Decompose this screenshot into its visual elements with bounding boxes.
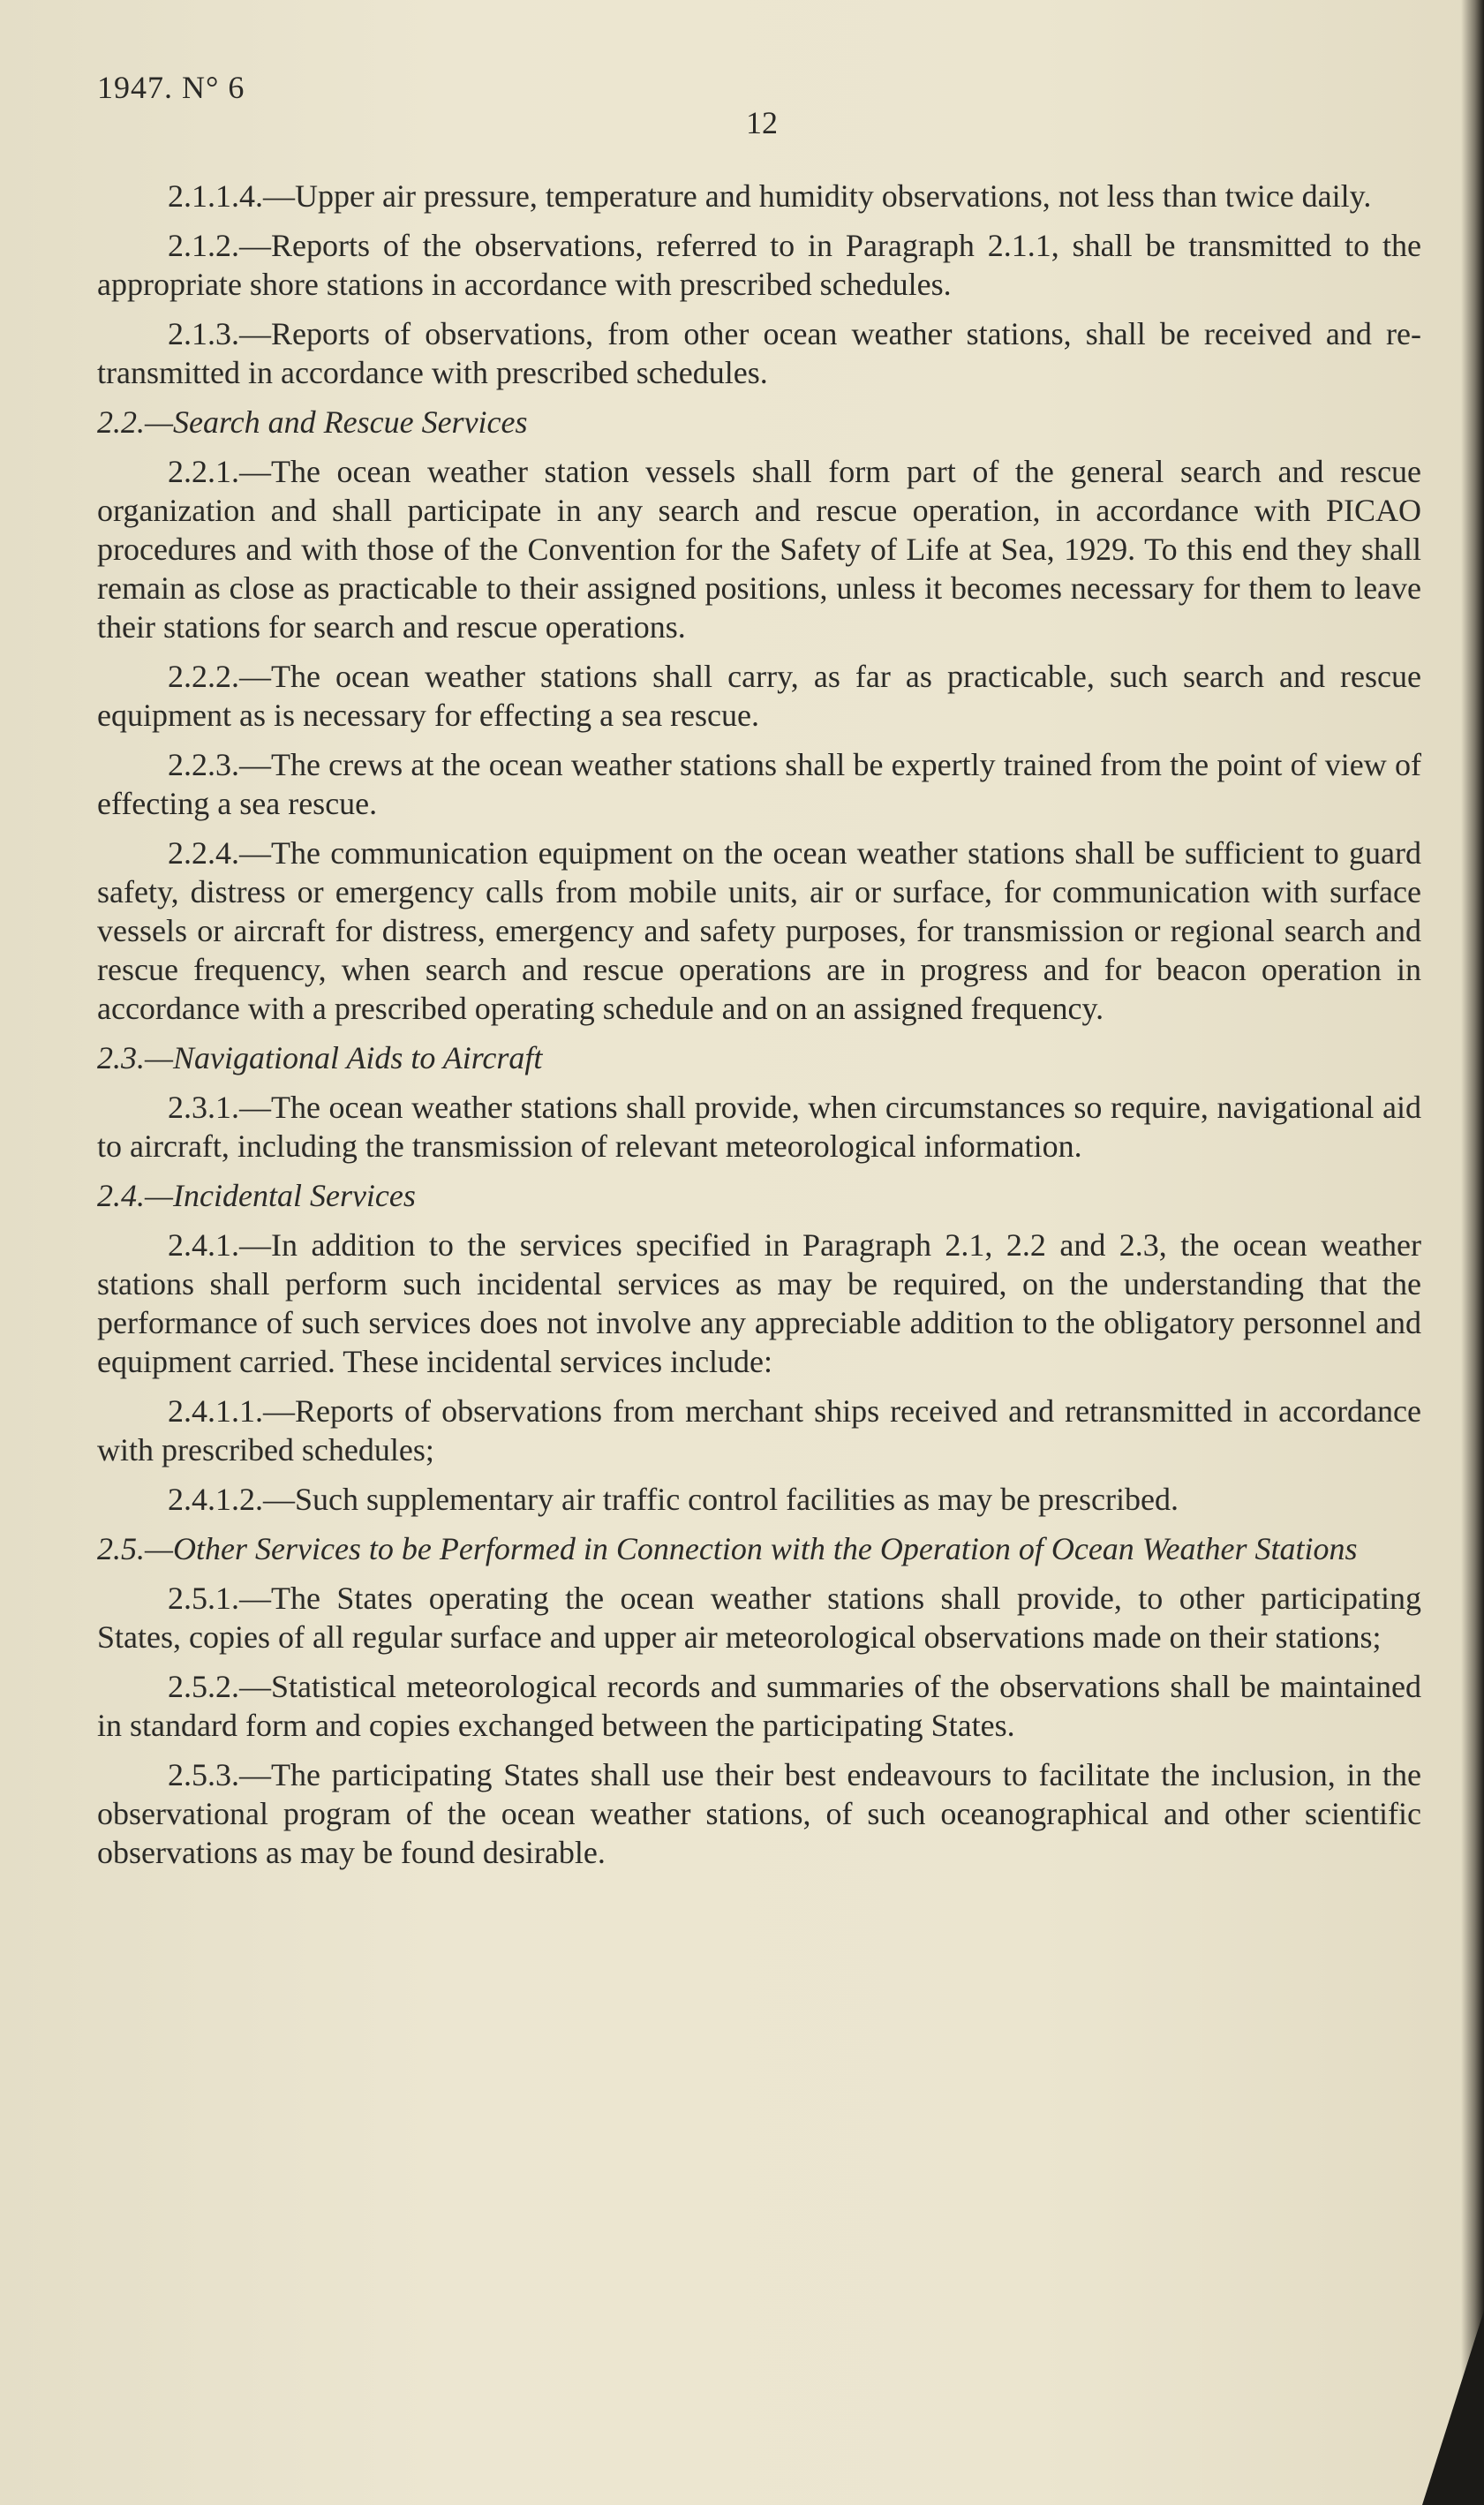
paragraph-2-5-2: 2.5.2.—Statistical meteorological records and summaries of the observations shall be maintained in standard form and copies exchanged between the participating States. (97, 1669, 1421, 1743)
paragraph-2-3-1: 2.3.1.—The ocean weather stations shall provide, when circumstances so require, navigational aid to aircraft, including the transmission of relevant meteorological information. (97, 1090, 1421, 1164)
section-heading-2-2: 2.2.—Search and Rescue Services (97, 404, 528, 440)
section-heading-2-5: 2.5.—Other Services to be Performed in Connection with the Operation of Ocean Weather Stations (97, 1531, 1358, 1566)
page-number: 12 (746, 105, 778, 140)
paragraph-2-2-3: 2.2.3.—The crews at the ocean weather stations shall be expertly trained from the point of view of effecting a sea rescue. (97, 747, 1421, 821)
paragraph-2-4-1-1: 2.4.1.1.—Reports of observations from merchant ships received and retransmitted in accordance with prescribed schedules; (97, 1393, 1421, 1468)
paragraph-2-2-4: 2.2.4.—The communication equipment on the ocean weather stations shall be sufficient to guard safety, distress or emergency calls from mobile units, air or surface, for communication with surface vessels or aircraft for distress, emergency and safety purposes, for transmission or regional search and rescue frequency, when search and rescue operations are in progress and for beacon operation in accordance with a prescribed operating schedule and on an assigned frequency. (97, 835, 1421, 1026)
paragraph-2-2-2: 2.2.2.—The ocean weather stations shall carry, as far as practicable, such search and rescue equipment as is necessary for effecting a sea rescue. (97, 659, 1421, 733)
paragraph-2-5-3: 2.5.3.—The participating States shall use their best endeavours to facilitate the inclusion, in the observational program of the ocean weather stations, of such oceanographical and other scientific observations as may be found desirable. (97, 1757, 1421, 1870)
page-edge-shadow (1461, 0, 1484, 2505)
document-body (97, 177, 1421, 1883)
paragraph-2-1-3: 2.1.3.—Reports of observations, from other ocean weather stations, shall be received and re-transmitted in accordance with prescribed schedules. (97, 316, 1421, 390)
section-heading-2-3: 2.3.—Navigational Aids to Aircraft (97, 1040, 543, 1075)
paragraph-2-1-2: 2.1.2.—Reports of the observations, referred to in Paragraph 2.1.1, shall be transmitted to the appropriate shore stations in accordance with prescribed schedules. (97, 228, 1421, 302)
paragraph-2-5-1: 2.5.1.—The States operating the ocean weather stations shall provide, to other participating States, copies of all regular surface and upper air meteorological observations made on their stations; (97, 1581, 1421, 1655)
paragraph-2-1-1-4: 2.1.1.4.—Upper air pressure, temperature and humidity observations, not less than twice daily. (168, 178, 1372, 214)
paragraph-2-4-1: 2.4.1.—In addition to the services specified in Paragraph 2.1, 2.2 and 2.3, the ocean weather stations shall perform such incidental services as may be required, on the understanding that the performance of such services does not involve any appreciable addition to the obligatory personnel and equipment carried. These incidental services include: (97, 1227, 1421, 1379)
page-corner-shadow (1422, 2311, 1484, 2505)
paragraph-2-2-1: 2.2.1.—The ocean weather station vessels shall form part of the general search and rescue organization and shall participate in any search and rescue operation, in accordance with PICAO procedures and with those of the Convention for the Safety of Life at Sea, 1929. To this end they shall remain as close as practicable to their assigned positions, unless it becomes necessary for them to leave their stations for search and rescue operations. (97, 454, 1421, 645)
section-heading-2-4: 2.4.—Incidental Services (97, 1178, 416, 1213)
document-reference: 1947. N° 6 (97, 70, 245, 105)
paragraph-2-4-1-2: 2.4.1.2.—Such supplementary air traffic control facilities as may be prescribed. (168, 1482, 1179, 1517)
